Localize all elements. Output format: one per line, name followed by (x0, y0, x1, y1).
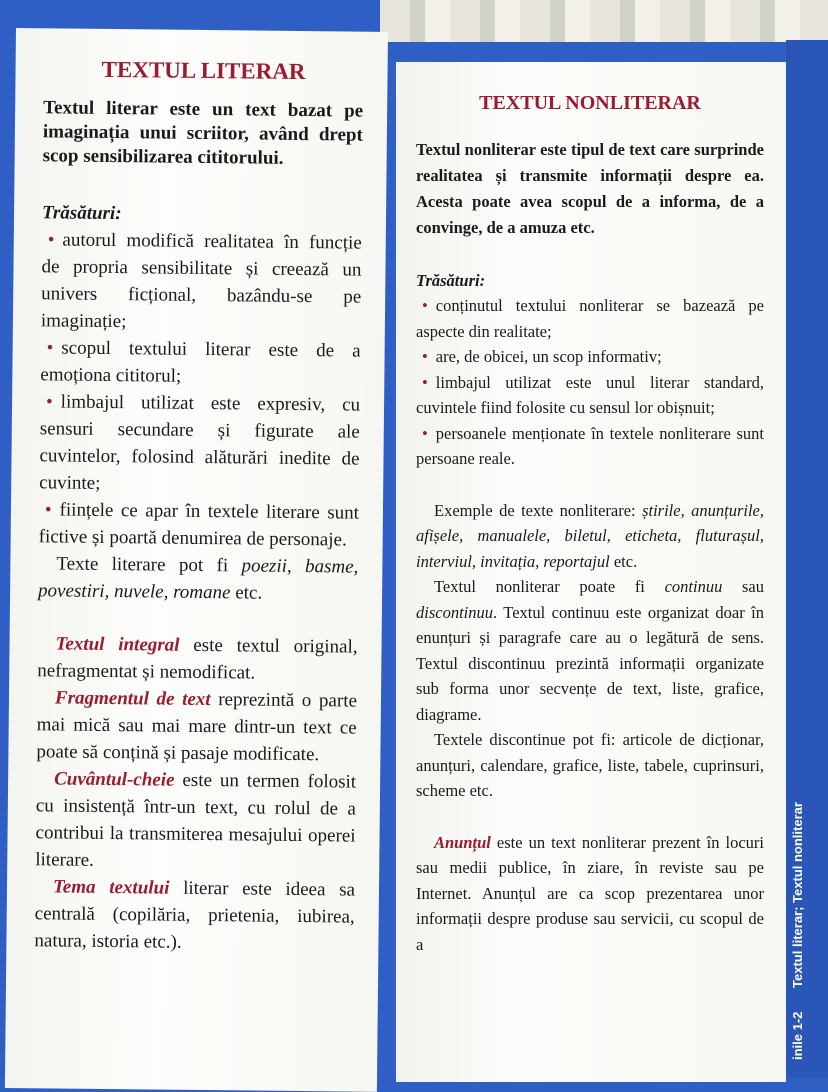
key-term: Cuvântul-cheie (54, 768, 175, 791)
text-run: etc. (230, 582, 263, 604)
text-run: Exemple de texte nonliterare: (434, 500, 643, 520)
definition: Textul nonliterar este tipul de text care surprinde realitatea și transmite informații despre ea. Acesta poate avea scopul de a informa, de a convinge, de a amuza etc. (416, 140, 764, 237)
bullet-item (416, 293, 764, 344)
floral-background (380, 0, 828, 42)
definition: Textul literar este un text bazat pe imaginația unui scriitor, având drept scop sensibilizarea cititorului. (42, 97, 364, 169)
page-title: TEXTUL LITERAR (101, 56, 306, 85)
key-term: Tema textului (52, 876, 170, 899)
text-run: este un termen folosit cu insistență într-un text, cu rolul de a contribui la transmiterea mesajului operei literare. (35, 769, 357, 871)
text-run: . Textul continuu este organizat doar în enunțuri și paragrafe care au o legătură de sens. Textul discontinuu prezintă informații organizate sub forma unor secvențe de text, liste, grafice, diagrame. (416, 602, 764, 724)
text-run: scopul textului literar este de a emoționa cititorul; (40, 337, 361, 387)
features-heading: Trăsături: (41, 202, 122, 225)
text-run: este un text nonliterar prezent în locuri sau medii publice, în ziare, în reviste sau pe Internet. Anunțul are ca scop prezentarea unor informații despre produse sau servicii, cu scopul de a (416, 832, 764, 954)
text-run: este textul original, nefragmentat și nemodificat. (37, 634, 358, 684)
text-run: autorul modifică realitatea în funcție de propria sensibilitate și creează un univers ficțional, bazându-se pe imaginație; (40, 229, 362, 333)
text-run: persoanele menționate în textele nonliterare sunt persoane reale. (416, 423, 764, 468)
bullet-item (39, 388, 360, 499)
page-textul-nonliterar (396, 62, 786, 1082)
spine-pages: inile 1-2 (790, 1011, 805, 1060)
bullet-item (416, 421, 764, 472)
bullet-item (40, 334, 361, 391)
paragraph (416, 574, 764, 727)
body-text (416, 293, 764, 957)
text-run: limbajul utilizat este expresiv, cu sensuri secundare și figurate ale cuvintelor, folosind alăturări inedite de cuvinte; (39, 391, 361, 494)
paragraph (34, 873, 355, 957)
text-run: conținutul textului nonliterar se bazează pe aspecte din realitate; (416, 296, 764, 341)
paragraph (36, 684, 357, 768)
text-run: are, de obicei, un scop informativ; (435, 347, 662, 366)
paragraph (416, 727, 764, 804)
italic-text: știrile, anunțurile, afișele, manualele, biletul, eticheta, fluturașul, interviul, invitația, reportajul (416, 500, 764, 571)
italic-text: continuu (664, 577, 723, 596)
key-term: Anunțul (434, 832, 491, 852)
body-text (34, 226, 362, 957)
spine-label (790, 782, 805, 1060)
text-run: Textul nonliterar poate fi (434, 577, 665, 596)
key-term: Fragmentul de text (54, 687, 211, 711)
text-run: sau (722, 577, 764, 596)
bullet-item (39, 496, 360, 553)
features-heading: Trăsături: (416, 271, 486, 290)
spine-title: Textul literar; Textul nonliterar (790, 802, 805, 988)
bullet-item (41, 226, 362, 337)
paragraph (416, 830, 764, 958)
paragraph (416, 498, 764, 575)
bullet-item (416, 344, 764, 370)
text-run: Texte literare pot fi (56, 553, 242, 577)
italic-text: discontinuu (416, 602, 493, 622)
text-run: etc. (609, 551, 638, 571)
text-run: limbajul utilizat este unul literar standard, cuvintele fiind folosite cu sensul lor obișnuit; (416, 372, 764, 417)
text-run: reprezintă o parte mai mică sau mai mare dintr-un text ce poate să conțină și pasaje modificate. (36, 689, 358, 766)
paragraph (37, 630, 358, 687)
paragraph (35, 765, 356, 876)
page-title: TEXTUL NONLITERAR (479, 92, 701, 114)
text-run: literar este ideea sa centrală (copilăria, prietenia, iubirea, natura, istoria etc.). (34, 877, 356, 953)
paragraph (38, 550, 359, 607)
text-run: ființele ce apar în textele literare sunt fictive și poartă denumirea de personaje. (38, 499, 360, 551)
key-term: Textul integral (55, 633, 180, 656)
text-run: Textele discontinue pot fi: articole de dicționar, anunțuri, calendare, grafice, liste, tabele, cuprinsuri, scheme etc. (416, 730, 764, 800)
italic-text: poezii, basme, povestiri, nuvele, romane (37, 555, 359, 604)
page-textul-literar (5, 28, 388, 1092)
bullet-item (416, 370, 764, 421)
